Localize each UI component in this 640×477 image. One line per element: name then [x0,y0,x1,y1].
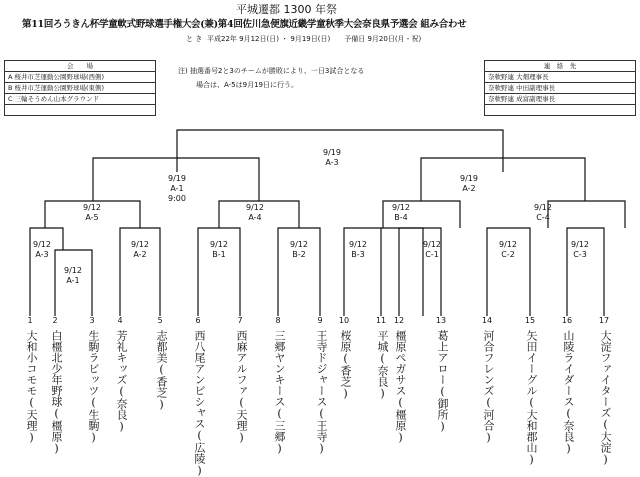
match-date: 9/12 [131,240,149,249]
match-r1 [22,240,62,260]
match-date: 9/12 [534,203,552,212]
match-qf4 [523,203,563,223]
match-final [312,148,352,168]
team-number: 16 [561,316,573,325]
match-date: 9/12 [571,240,589,249]
venue-row: A 桜井市芝運動公園野球場(西側) [5,71,155,82]
match-venue: A-5 [85,213,99,222]
team-name: 白橿北少年野球(橿原) [50,330,63,455]
match-r1 [412,240,452,260]
match-date: 9/19 [460,174,478,183]
match-r1 [488,240,528,260]
team-name: 三郷ヤンキース(三郷) [273,330,286,455]
match-date: 9/12 [290,240,308,249]
match-venue: A-4 [248,213,262,222]
team-name: 王寺ドジャース(王寺) [315,330,328,455]
team-name: 平城(奈良) [376,330,389,400]
team-name: 西麻アルファ(天理) [235,330,248,444]
match-venue: A-1 [66,276,80,285]
match-date: 9/12 [83,203,101,212]
match-qf2 [235,203,275,223]
team-name: 矢田イーグル(大和郡山) [525,330,538,466]
match-venue: A-3 [325,158,339,167]
team-number: 17 [598,316,610,325]
team-name: 大淀ファイターズ(大淀) [599,330,612,466]
match-date: 9/12 [423,240,441,249]
team-name: 河合フレンズ(河合) [482,330,495,444]
match-venue: A-2 [133,250,147,259]
team-number: 13 [435,316,447,325]
team-number: 3 [89,316,95,325]
match-time: 9:00 [168,194,186,203]
team-number: 1 [27,316,33,325]
match-date: 9/12 [246,203,264,212]
page-title: 平城遷都 1300 年祭 [236,3,337,16]
contact-row: 奈軟野連 成富副理事長 [485,93,635,104]
note-line-1: 注) 抽選番号2と3のチームが勝敗により、一日3試合となる [178,67,365,75]
contact-row: 奈軟野連 大畑理事長 [485,71,635,82]
team-name: 葛上アロー(御所) [436,330,449,433]
team-name: 生駒ラビッツ(生駒) [87,330,100,444]
team-number: 2 [52,316,58,325]
match-venue: C-4 [536,213,550,222]
match-date: 9/12 [349,240,367,249]
match-date: 9/19 [168,174,186,183]
match-venue: B-2 [292,250,306,259]
match-date: 9/19 [323,148,341,157]
team-name: 桜原(香芝) [339,330,352,400]
match-venue: C-3 [573,250,587,259]
venue-heading: 会 場 [67,62,93,70]
match-r1 [53,266,93,286]
match-date: 9/12 [33,240,51,249]
match-venue: B-4 [394,213,408,222]
match-sf-right [449,174,489,194]
match-r1 [560,240,600,260]
match-venue: B-3 [351,250,365,259]
dates-text: 平成22年 9月12日(日) ・ 9月19日(日) 予備日 9月20日(月・祝) [207,35,422,43]
match-venue: A-3 [35,250,49,259]
team-name: 大和小コモモ(天理) [25,330,38,444]
match-venue: B-1 [212,250,226,259]
contact-heading: 連 絡 先 [543,62,577,70]
team-number: 7 [237,316,243,325]
team-number: 10 [338,316,350,325]
match-venue: C-1 [425,250,439,259]
match-sf-left [157,174,197,204]
venue-row: B 桜井市芝運動公園野球場(東側) [5,82,155,93]
team-name: 志都美(香芝) [155,330,168,411]
team-number: 9 [317,316,323,325]
team-number: 8 [275,316,281,325]
match-date: 9/12 [210,240,228,249]
match-qf1 [72,203,112,223]
team-number: 11 [375,316,387,325]
team-name: 芳礼キッズ(奈良) [115,330,128,433]
match-date: 9/12 [499,240,517,249]
match-venue: C-2 [501,250,515,259]
match-r1 [120,240,160,260]
match-r1 [338,240,378,260]
team-number: 12 [393,316,405,325]
match-r1 [199,240,239,260]
team-name: 西八尾アンビシャス(広陵) [193,330,206,477]
team-number: 4 [117,316,123,325]
match-r1 [279,240,319,260]
match-date: 9/12 [64,266,82,275]
team-number: 6 [195,316,201,325]
note-line-2: 場合は、A-5は9月19日に行う。 [196,81,298,89]
tournament-subtitle: 第11回ろうきん杯学童軟式野球選手権大会(兼)第4回佐川急便旗近畿学童秋季大会奈良県予選会 組み合わせ [22,19,467,30]
dates-label: と き [186,35,203,43]
contact-row: 奈軟野連 中田副理事長 [485,82,635,93]
team-number: 5 [157,316,163,325]
match-venue: A-1 [170,184,184,193]
match-date: 9/12 [392,203,410,212]
team-name: 山陵ライダース(奈良) [562,330,575,455]
venue-row: C 三輪そうめん山本グラウンド [5,93,155,104]
team-number: 14 [481,316,493,325]
match-venue: A-2 [462,184,476,193]
team-number: 15 [524,316,536,325]
team-name: 橿原ペガサス(橿原) [394,330,407,444]
match-qf3 [381,203,421,223]
